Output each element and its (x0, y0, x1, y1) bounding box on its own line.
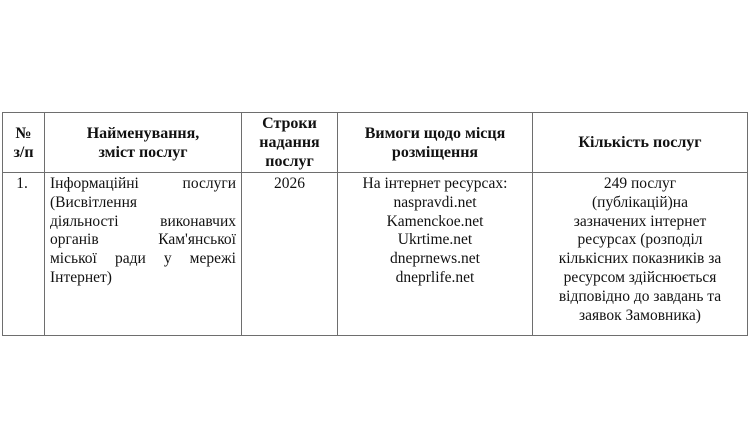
cell-line: ресурсах (розподіл (577, 231, 703, 249)
header-text: Найменування, (86, 124, 200, 142)
cell-line: (Висвітлення (50, 193, 138, 211)
header-text: Вимоги щодо місця (364, 124, 506, 142)
header-name (45, 113, 242, 173)
website-naspravdi: naspravdi.net (393, 193, 477, 211)
cell-line: Інтернет) (50, 268, 112, 286)
header-text: Строки (262, 115, 317, 132)
cell-line: 249 послуг (603, 175, 677, 192)
cell-line: На інтернет ресурсах: (362, 175, 508, 192)
header-text: Кількість послуг (578, 134, 702, 151)
website-dneprnews: dneprnews.net (390, 250, 480, 268)
header-text: послуг (265, 153, 314, 170)
website-kamenckoe: Kamenckoe.net (386, 212, 484, 230)
cell-line: (публікацій)на (592, 193, 688, 211)
cell-number: 1. (3, 173, 45, 336)
cell-line: діяльності виконавчих (50, 212, 236, 230)
cell-name (45, 173, 242, 336)
website-dneprlife: dneprlife.net (395, 268, 475, 286)
header-text: з/п (13, 143, 34, 161)
header-text: зміст послуг (98, 143, 188, 161)
cell-placement (338, 173, 533, 336)
cell-line: зазначених інтернет (573, 212, 707, 230)
header-text: надання (259, 134, 320, 151)
header-text: № (15, 124, 32, 142)
table-row (3, 173, 748, 336)
cell-line: кількісних показників за (558, 250, 722, 268)
cell-line: міської ради у мережі (50, 250, 236, 268)
cell-line: Інформаційні послуги (50, 175, 236, 192)
cell-quantity (533, 173, 748, 336)
header-number (3, 113, 45, 173)
cell-line: ресурсом здійснюється (563, 268, 717, 286)
header-placement (338, 113, 533, 173)
header-text: розміщення (391, 143, 479, 161)
cell-line: органів Кам'янської (50, 231, 236, 249)
services-table (2, 112, 748, 336)
header-quantity (533, 113, 748, 173)
cell-line: відповідно до завдань та (558, 287, 722, 305)
header-term (242, 113, 338, 173)
cell-line: заявок Замовника) (579, 306, 701, 324)
website-ukrtime: Ukrtime.net (397, 231, 473, 249)
cell-term: 2026 (242, 173, 338, 336)
header-row (3, 113, 748, 173)
